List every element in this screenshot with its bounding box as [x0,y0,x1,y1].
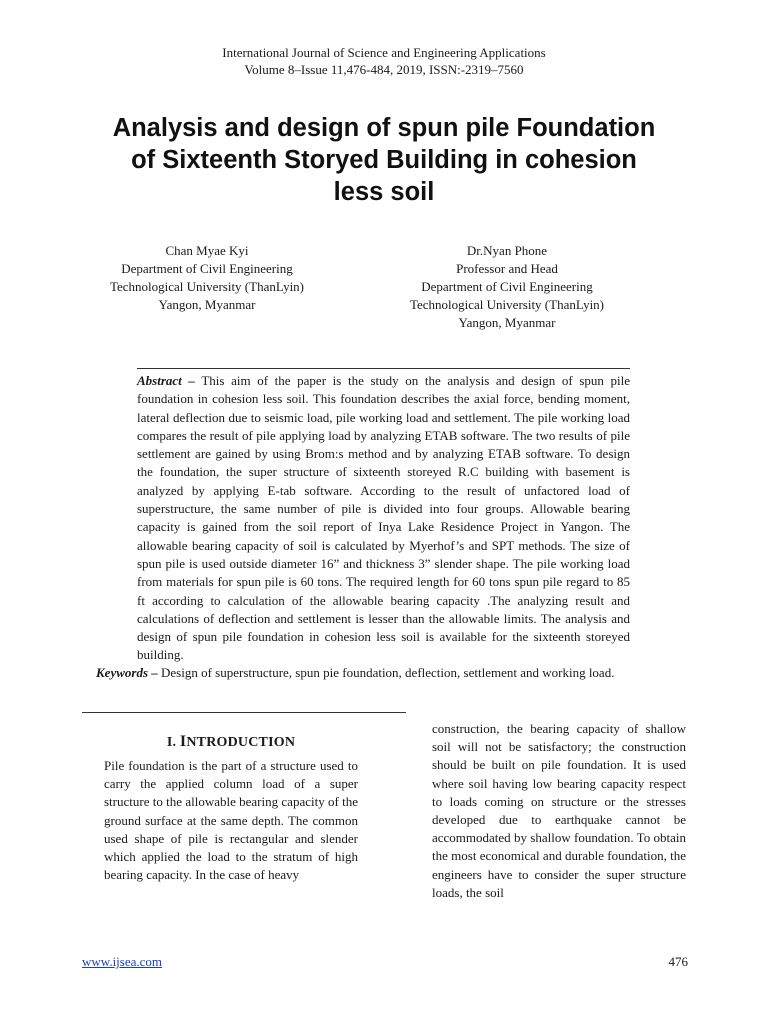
author-position: Professor and Head [456,261,558,276]
title-line-1: Analysis and design of spun pile Foundation [112,114,656,142]
author-location: Yangon, Myanmar [458,315,556,330]
author-name: Dr.Nyan Phone [466,243,548,258]
author-department: Department of Civil Engineering [121,261,293,276]
keywords-label: Keywords – [96,665,158,680]
abstract-label: Abstract – [137,373,195,388]
journal-website-link[interactable]: www.ijsea.com [82,954,163,969]
title-line-2: of Sixteenth Storyed Building in cohesion [131,146,637,174]
keywords-text: Design of superstructure, spun pie foundation, deflection, settlement and working load. [161,665,615,680]
abstract [137,372,630,665]
journal-volume: Volume 8–Issue 11,476-484, 2019, ISSN:-2319–7560 [244,62,524,77]
journal-name: International Journal of Science and Engineering Applications [222,45,546,60]
author-location: Yangon, Myanmar [158,297,256,312]
section-heading-cap: I [179,733,187,750]
author-department: Department of Civil Engineering [421,279,593,294]
section-heading-introduction [104,733,358,751]
intro-left-column: Pile foundation is the part of a structure used to carry the applied column load of a super structure to the allowable bearing capacity of the ground surface at the same depth. The common used shape of pile is rectangular and slender which applied the load to the stratum of high bearing capacity. In the case of heavy [104,758,358,883]
author-block-1 [66,242,348,314]
author-name: Chan Myae Kyi [165,243,249,258]
intro-right-column: construction, the bearing capacity of shallow soil will not be satisfactory; the construction should be built on pile foundation. It is used where soil having low bearing capacity respect to loads coming on structure or the stresses developed due to earthquake cannot be accommodated by shallow foundation. To obtain the most economical and durable foundation, the engineers have to consider the super structure loads, the soil [432,721,686,900]
paper-title [60,112,708,208]
section-heading-rest: NTRODUCTION [186,735,296,750]
author-block-2 [366,242,648,332]
author-university: Technological University (ThanLyin) [409,297,605,312]
journal-header [0,44,768,78]
title-line-3: less soil [333,178,435,206]
page-number: 476 [668,954,688,969]
section-divider [82,712,406,713]
abstract-divider [137,368,630,369]
author-university: Technological University (ThanLyin) [109,279,305,294]
keywords [96,664,696,682]
abstract-text: This aim of the paper is the study on the analysis and design of spun pile foundation in cohesion less soil. This foundation describes the axial force, bending moment, lateral deflection due to seismic load, pile working load and settlement. The pile working load compares the result of pile applying load by analyzing ETAB software. The two results of pile settlement are gained by using Brom:s method and by analyzing ETAB software. To design the foundation, the super structure of sixteenth storeyed R.C building with basement is analyzed by applying E-tab software. According to the result of unfactored load of superstructure, the same number of pile is divided into four groups. Allowable bearing capacity is gained from the soil report of Inya Lake Residence Project in Yangon. The allowable bearing capacity of soil is calculated by Myerhof’s and SPT methods. The size of spun pile is used outside diameter 16” and thickness 3” slender shape. The pile working load from materials for spun pile is 60 tons. The required length for 60 tons spun pile regard to 85 ft according to calculation of the allowable bearing capacity .The analyzing result and calculations of deflection and settlement is lesser than the allowable limits. The analysis and design of spun pile foundation in cohesion less soil is available for the sixteenth storeyed building. [137,373,631,663]
section-number: I. [166,735,177,750]
